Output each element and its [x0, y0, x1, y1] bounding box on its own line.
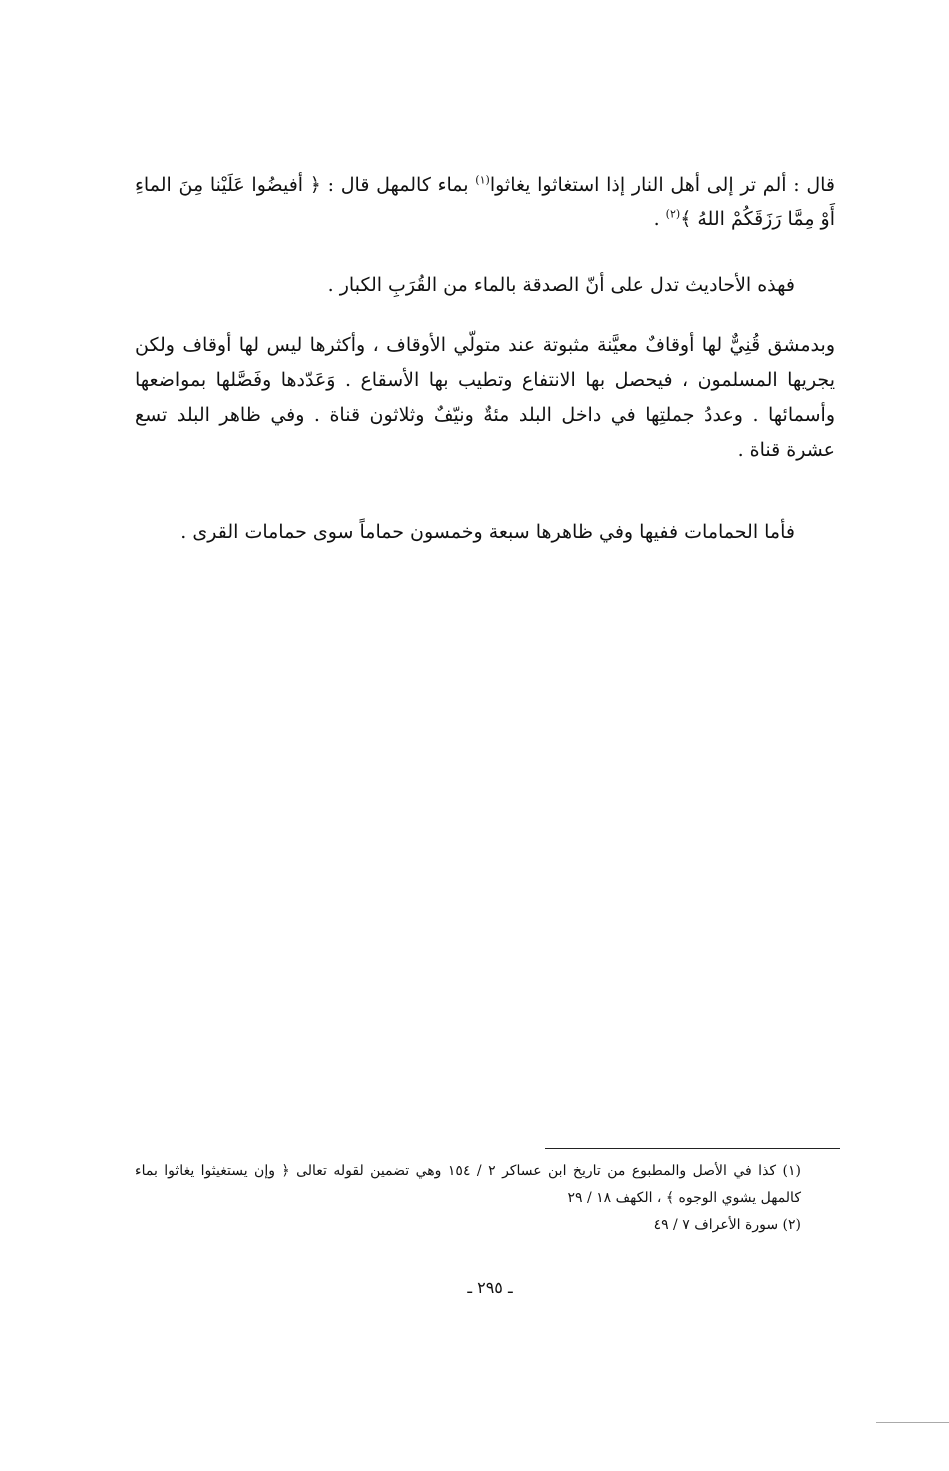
paragraph-damascus-canals: وبدمشق قُنِيٌّ لها أوقافٌ معيَّنة مثبوتة عند متولّي الأوقاف ، وأكثرها ليس لها أوقاف ولكن يجريها المسلمون ، فيحصل بها الانتفاع وتطيب بها الأسقاع . وَعَدّدها وفَصَّلها بمواضعها وأسمائها . وعددُ جملتِها في داخل البلد مئةٌ ونيّفٌ وثلاثون قناة . وفي ظاهر البلد تسع عشرة قناة .: [135, 334, 835, 461]
scan-edge-line: [876, 1422, 949, 1423]
footnote-marker-2: (٢): [665, 207, 681, 221]
paragraph-bathhouses: فأما الحمامات ففيها وفي ظاهرها سبعة وخمسون حماماً سوى حمامات القرى .: [180, 521, 795, 543]
page-number: ـ ٢٩٥ ـ: [467, 1278, 513, 1297]
footnotes-section: [135, 1158, 837, 1239]
paragraph-hadith-conclusion: فهذه الأحاديث تدل على أنّ الصدقة بالماء من القُرَبِ الكبار .: [327, 274, 795, 296]
footnote-marker-1: (١): [475, 173, 490, 187]
paragraph-1-text-middle: بماء كالمهل قال : ﴿ أفيضُوا عَلَيْنا مِنَ الماءِ أَوْ مِمَّا رَزَقَكُمْ اللهُ ﴾: [135, 174, 835, 230]
footnote-1: (١) كذا في الأصل والمطبوع من تاريخ ابن عساكر ٢ / ١٥٤ وهي تضمين لقوله تعالى ﴿ وإن يستغيثوا يغاثوا بماء كالمهل يشوي الوجوه ﴾ ، الكهف ١٨ / ٢٩: [135, 1163, 801, 1206]
footnote-divider: [545, 1148, 840, 1149]
paragraph-1-text-end: .: [653, 208, 666, 230]
paragraph-1-text-start: قال : ألم تر إلى أهل النار إذا استغاثوا يغاثوا: [489, 174, 836, 196]
footnote-2: (٢) سورة الأعراف ٧ / ٤٩: [653, 1217, 801, 1233]
paragraph-quranic-quote: [135, 168, 835, 236]
